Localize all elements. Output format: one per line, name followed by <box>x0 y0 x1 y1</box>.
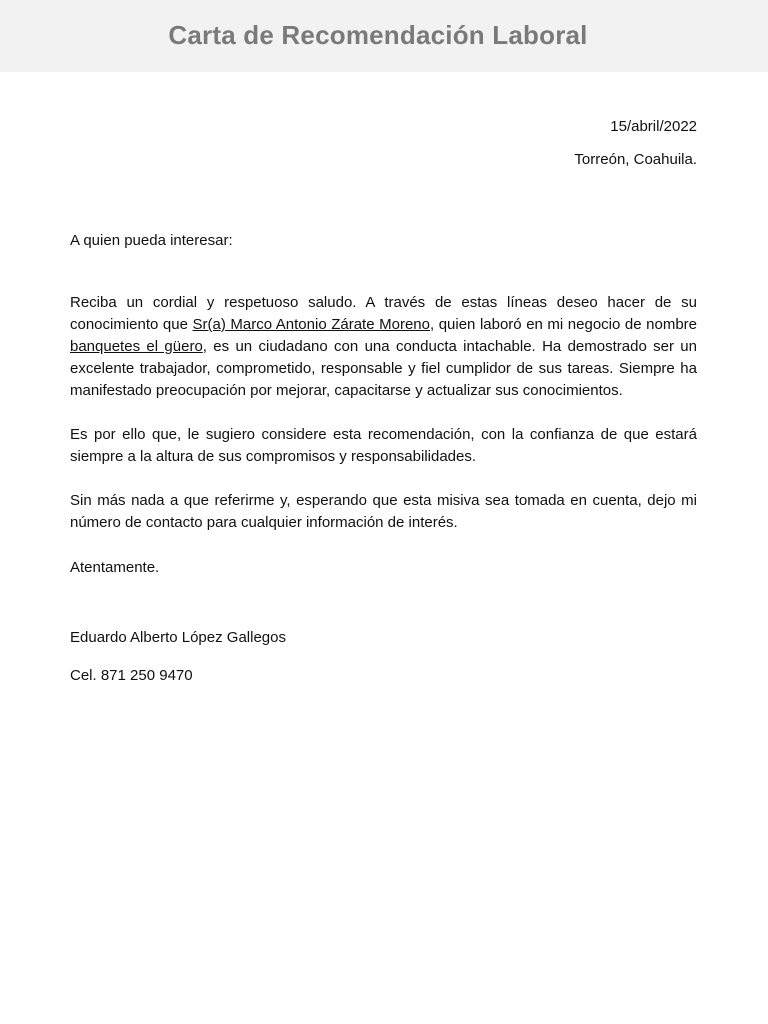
paragraph-contact: Sin más nada a que referirme y, esperando que esta misiva sea tomada en cuenta, dejo mi número de contacto para cualquier información de interés. <box>70 492 697 531</box>
letter-body <box>70 110 697 687</box>
paragraph-introduction-part2: , quien laboró en mi negocio de nombre <box>429 316 697 333</box>
letter-closing: Atentamente. <box>70 559 160 576</box>
title-band <box>0 0 768 72</box>
document-title: Carta de Recomendación Laboral <box>168 20 588 50</box>
paragraph-introduction-part3: , es un ciudadano con una conducta intachable. Ha demostrado ser un excelente trabajador, comprometido, responsable y fiel cumplidor de sus tareas. Siempre ha manifestado preocupación por mejorar, capacitarse y actualizar sus conocimientos. <box>70 338 697 399</box>
paragraph-introduction <box>70 292 697 402</box>
signer-phone: Cel. 871 250 9470 <box>70 667 193 684</box>
letter-date: 15/abril/2022 <box>610 118 697 135</box>
paragraph-recommendation: Es por ello que, le sugiero considere esta recomendación, con la confianza de que estará siempre a la altura de sus compromisos y responsabilidades. <box>70 426 697 465</box>
signer-name: Eduardo Alberto López Gallegos <box>70 629 286 646</box>
business-name: banquetes el güero <box>70 338 203 355</box>
letter-greeting: A quien pueda interesar: <box>70 232 233 249</box>
letter-place: Torreón, Coahuila. <box>574 151 697 168</box>
paragraph-introduction-part1: Reciba un cordial y respetuoso saludo. A través de estas líneas deseo hacer de su conocimiento que <box>70 294 697 333</box>
recommended-person-name: Sr(a) Marco Antonio Zárate Moreno <box>192 316 430 333</box>
